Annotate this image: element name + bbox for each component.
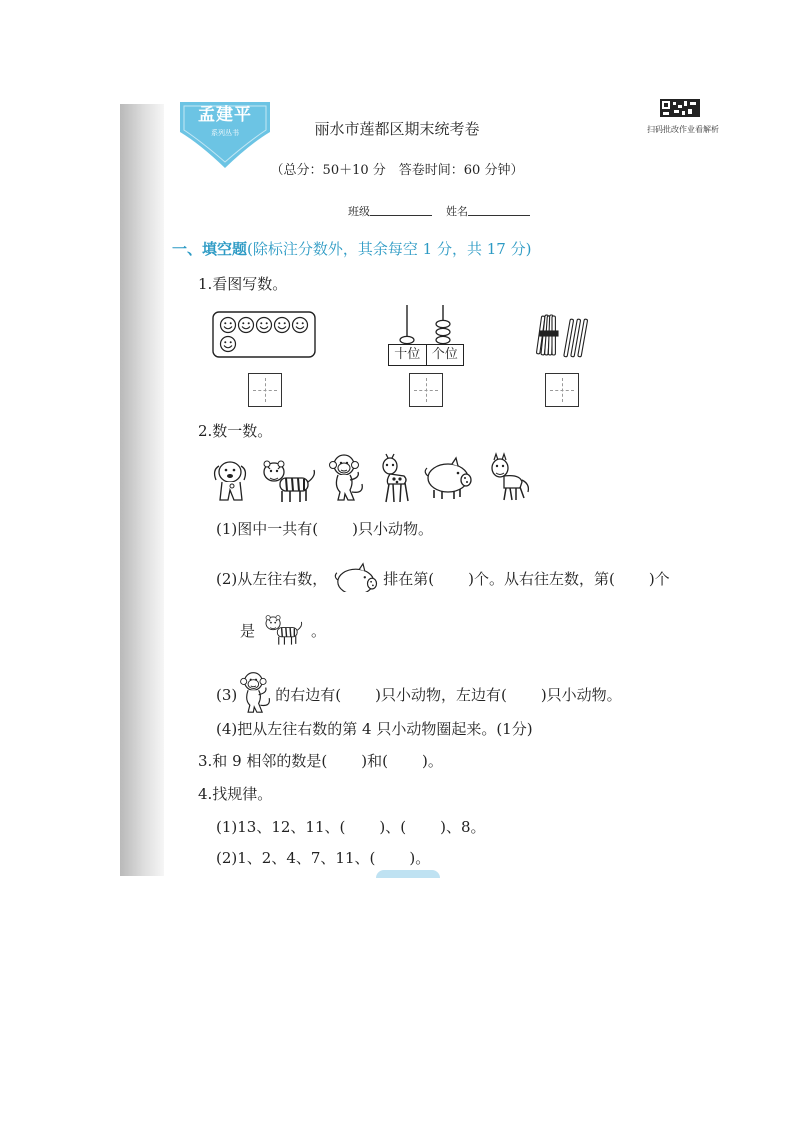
monkey-icon (237, 670, 275, 714)
section-heading (172, 238, 531, 259)
student-info (348, 203, 544, 219)
abacus-ones-label: 个位 (431, 347, 458, 362)
animals-row (210, 450, 540, 506)
question-2-part-4: (4)把从左往右数的第 4 只小动物圈起来。(1分) (216, 720, 533, 738)
logo-subtext: 系列丛书 (211, 129, 239, 137)
qr-caption: 扫码批改作业看解析 (647, 125, 719, 134)
dog-icon (215, 462, 246, 500)
q2p1-text-b: )只小动物。 (352, 520, 433, 538)
abacus-place-labels (388, 344, 464, 366)
q2p1-text-a: (1)图中一共有( (216, 520, 319, 538)
q4p1-text-c: )、8。 (440, 818, 486, 836)
abacus-picture (388, 303, 464, 365)
sticks-bundle-picture (531, 312, 591, 360)
deer-icon (383, 454, 408, 502)
horse-icon (492, 454, 528, 500)
qr-code-icon[interactable] (660, 99, 700, 117)
question-2-part-3 (216, 670, 622, 714)
question-4-label: 4.找规律。 (198, 785, 273, 803)
tiger-icon (264, 461, 314, 502)
q4p1-text-b: )、( (379, 818, 407, 836)
q2p3-text-a: (3) (216, 686, 238, 704)
logo-text: 孟建平 (198, 105, 252, 125)
exam-title: 丽水市莲都区期末统考卷 (314, 120, 480, 138)
abacus-icon (388, 303, 464, 347)
section-note: (除标注分数外，其余每空 1 分，共 17 分) (247, 240, 532, 258)
class-blank[interactable] (370, 205, 432, 216)
class-label: 班级 (348, 205, 370, 218)
pig-icon (425, 458, 471, 499)
q2p2-text-e: 是 (240, 622, 256, 640)
question-1-label: 1.看图写数。 (198, 275, 288, 293)
question-2-label: 2.数一数。 (198, 422, 273, 440)
q2p3-text-b: 的右边有( (275, 686, 342, 704)
q4p1-text-a: (1)13、12、11、( (216, 818, 346, 836)
q2p2-text-c: )个。从右往左数，第( (468, 570, 615, 588)
q2p3-text-c: )只小动物，左边有( (375, 686, 507, 704)
question-2-part-2 (216, 562, 670, 592)
abacus-tens-label: 十位 (389, 345, 427, 365)
scan-shadow (120, 104, 164, 876)
section-title: 一、填空题 (172, 240, 248, 258)
answer-box-smileys[interactable] (248, 373, 282, 407)
smiley-faces-picture (212, 311, 316, 358)
name-label: 姓名 (446, 205, 468, 218)
question-4-part-1 (216, 816, 486, 837)
monkey-icon (330, 455, 363, 500)
q3-text-b: )和( (361, 752, 388, 770)
q2p2-text-d: )个 (648, 570, 670, 588)
q2p2-text-f: 。 (311, 622, 327, 640)
smiley-icon (221, 318, 236, 333)
q3-text-c: )。 (421, 752, 443, 770)
question-2-part-2-cont (240, 612, 326, 646)
name-blank[interactable] (468, 205, 530, 216)
answer-box-abacus[interactable] (409, 373, 443, 407)
q2p3-text-d: )只小动物。 (540, 686, 622, 704)
question-4-part-2 (216, 847, 430, 868)
question-3 (198, 750, 443, 771)
tiger-icon (255, 612, 311, 646)
q4p2-text-b: )。 (409, 849, 431, 867)
q3-text-a: 3.和 9 相邻的数是( (198, 752, 328, 770)
q2p2-text-b: 排在第( (383, 570, 435, 588)
exam-subtitle: （总分：50＋10 分 答卷时间：60 分钟） (270, 163, 524, 178)
q2p2-text-a: (2)从左往右数， (216, 570, 328, 588)
question-2-part-1 (216, 518, 433, 539)
answer-box-sticks[interactable] (545, 373, 579, 407)
page-footer-tab (376, 870, 440, 878)
pig-icon (327, 562, 383, 592)
q4p2-text-a: (2)1、2、4、7、11、( (216, 849, 376, 867)
